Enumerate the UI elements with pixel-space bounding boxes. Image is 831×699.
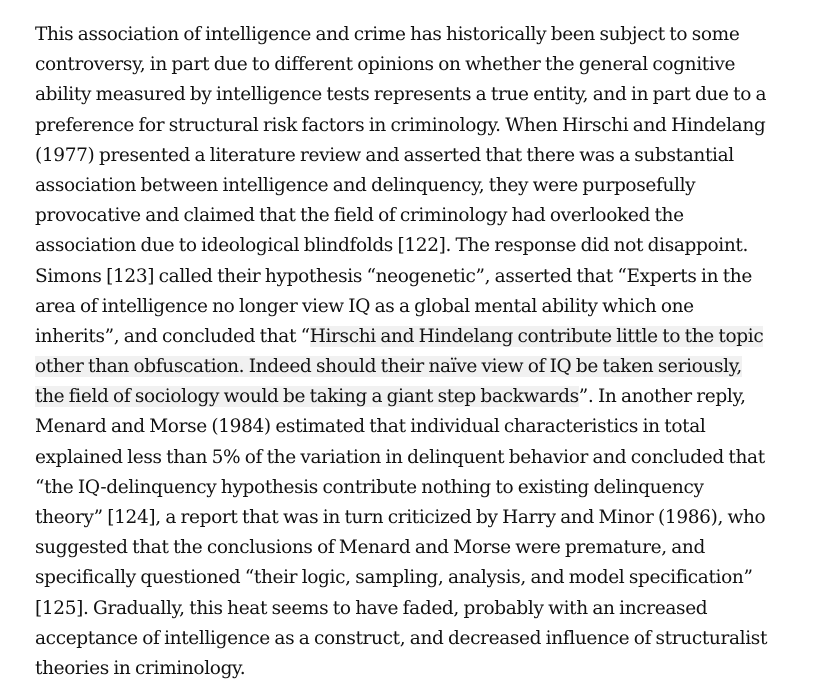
line-text: preference for structural risk factors in criminology. When Hirschi and Hindelang xyxy=(35,114,766,136)
paragraph-line xyxy=(35,20,825,50)
paragraph-line xyxy=(35,473,825,503)
paragraph-line xyxy=(35,594,825,624)
paragraph-line xyxy=(35,503,825,533)
paragraph-line xyxy=(35,231,825,261)
paragraph-line xyxy=(35,443,825,473)
line-text: explained less than 5% of the variation in delinquent behavior and concluded that xyxy=(35,446,765,468)
line-text: theory” [124], a report that was in turn criticized by Harry and Minor (1986), who xyxy=(35,507,766,528)
line-text: ”. In another reply, xyxy=(578,386,746,408)
paragraph xyxy=(35,20,825,684)
line-text: suggested that the conclusions of Menard and Morse were premature, and xyxy=(35,537,705,559)
highlighted-quote[interactable]: Hirschi and Hindelang contribute little to the topic xyxy=(309,325,764,347)
line-text: controversy, in part due to different opinions on whether the general cognitive xyxy=(35,54,736,76)
paragraph-line xyxy=(35,382,825,412)
line-text: Simons [123] called their hypothesis “neogenetic”, asserted that “Experts in the xyxy=(35,265,752,287)
line-text: association between intelligence and delinquency, they were purposefully xyxy=(35,174,696,196)
paragraph-line xyxy=(35,292,825,322)
line-text: This association of intelligence and crime has historically been subject to some xyxy=(35,24,740,45)
paragraph-line xyxy=(35,412,825,442)
paragraph-line xyxy=(35,262,825,292)
paragraph-line xyxy=(35,533,825,563)
paragraph-line xyxy=(35,141,825,171)
line-text: association due to ideological blindfolds [122]. The response did not disappoint. xyxy=(35,235,749,257)
line-text: inherits”, and concluded that “ xyxy=(35,325,310,347)
line-text: ability measured by intelligence tests represents a true entity, and in part due to a xyxy=(35,84,767,106)
highlighted-quote[interactable]: the field of sociology would be taking a giant step backwards xyxy=(35,386,579,408)
paragraph-line xyxy=(35,201,825,231)
highlighted-quote[interactable]: other than obfuscation. Indeed should their naïve view of IQ be taken seriously, xyxy=(35,356,742,378)
paragraph-line xyxy=(35,80,825,110)
paragraph-line xyxy=(35,654,825,684)
line-text: [125]. Gradually, this heat seems to have faded, probably with an increased xyxy=(35,597,708,619)
paragraph-line xyxy=(35,111,825,141)
paragraph-line xyxy=(35,624,825,654)
line-text: “the IQ-delinquency hypothesis contribute nothing to existing delinquency xyxy=(35,476,704,498)
paragraph-line xyxy=(35,50,825,80)
paragraph-line xyxy=(35,352,825,382)
line-text: specifically questioned “their logic, sampling, analysis, and model specification” xyxy=(35,567,753,589)
paragraph-line xyxy=(35,171,825,201)
line-text: Menard and Morse (1984) estimated that individual characteristics in total xyxy=(35,416,706,438)
line-text: acceptance of intelligence as a construct, and decreased influence of structuralist xyxy=(35,627,768,649)
paragraph-line xyxy=(35,563,825,593)
line-text: provocative and claimed that the field of criminology had overlooked the xyxy=(35,205,684,227)
line-text: (1977) presented a literature review and asserted that there was a substantial xyxy=(35,144,734,166)
line-text: area of intelligence no longer view IQ as a global mental ability which one xyxy=(35,295,694,317)
line-text: theories in criminology. xyxy=(35,657,246,679)
paragraph-line xyxy=(35,322,825,352)
